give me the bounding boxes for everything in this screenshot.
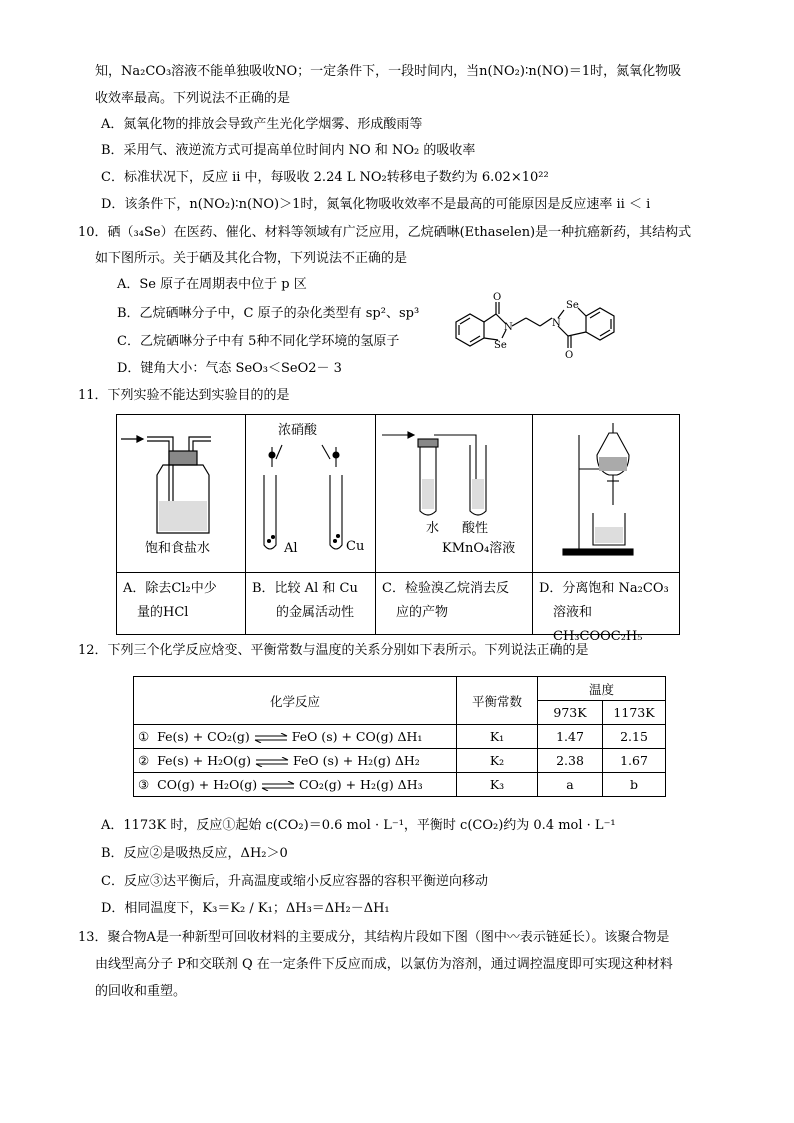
table-row <box>134 749 666 773</box>
q12-option-c: C．反应③达平衡后，升高温度或缩小反应容器的容积平衡逆向移动 <box>101 874 488 889</box>
q10-option-b: B．乙烷硒啉分子中，C 原子的杂化类型有 sp²、sp³ <box>117 306 420 321</box>
saturated-brine-label: 饱和食盐水 <box>145 541 211 556</box>
selenium-label: Se <box>494 340 507 351</box>
water-label: 水 <box>426 521 440 536</box>
kmno4-label: KMnO₄溶液 <box>442 541 516 556</box>
caption-a-line2: 量的HCl <box>137 605 189 620</box>
al-label: Al <box>284 541 298 556</box>
oxygen-label: O <box>565 350 574 361</box>
q9-option-c: C．标准状况下，反应 ii 中，每吸收 2.24 L NO₂转移电子数约为 6.02×10²² <box>101 170 549 185</box>
q12-stem: 12．下列三个化学反应焓变、平衡常数与温度的关系分别如下表所示。下列说法正确的是 <box>78 643 589 658</box>
q10-option-a: A．Se 原子在周期表中位于 p 区 <box>117 277 307 292</box>
equilibrium-table <box>133 676 666 797</box>
conc-nitric-acid-label: 浓硝酸 <box>278 423 318 438</box>
caption-c-line2: 应的产物 <box>396 605 449 620</box>
equilibrium-arrow-icon <box>261 781 295 791</box>
selenium-label: Se <box>566 300 579 311</box>
value-cell: b <box>603 773 666 797</box>
reaction-cell: ① Fe(s) + CO₂(g) FeO (s) + CO(g) ΔH₁ <box>134 725 457 749</box>
header-k: 平衡常数 <box>457 677 538 725</box>
value-cell: 2.15 <box>603 725 666 749</box>
caption-d <box>533 572 679 644</box>
q10-stem-line2: 如下图所示。关于硒及其化合物，下列说法不正确的是 <box>95 251 408 266</box>
q9-option-a: A．氮氧化物的排放会导致产生光化学烟雾、形成酸雨等 <box>101 117 423 132</box>
q11-stem: 11．下列实验不能达到实验目的的是 <box>78 388 290 403</box>
table-row <box>134 773 666 797</box>
k-cell: K₃ <box>457 773 538 797</box>
table-row <box>134 725 666 749</box>
header-973k: 973K <box>538 701 603 725</box>
reaction-cell: ③ CO(g) + H₂O(g) CO₂(g) + H₂(g) ΔH₃ <box>134 773 457 797</box>
caption-b <box>246 572 375 634</box>
caption-b-line2: 的金属活动性 <box>276 605 355 620</box>
caption-d-line2: 溶液和 CH₃COOC₂H₅ <box>553 605 643 644</box>
caption-b-line1: B．比较 Al 和 Cu <box>252 581 358 596</box>
caption-a-line1: A．除去Cl₂中少 <box>123 581 217 596</box>
header-1173k: 1173K <box>603 701 666 725</box>
caption-c <box>376 572 532 634</box>
value-cell: 1.47 <box>538 725 603 749</box>
caption-a <box>117 572 245 634</box>
separatory-funnel-icon <box>533 415 679 571</box>
nitrogen-label: N <box>552 318 561 329</box>
header-temperature: 温度 <box>538 677 666 701</box>
caption-c-line1: C．检验溴乙烷消去反 <box>382 581 509 596</box>
k-cell: K₂ <box>457 749 538 773</box>
cu-label: Cu <box>346 539 365 554</box>
q13-line1: 13．聚合物A是一种新型可回收材料的主要成分，其结构片段如下图（图中〰表示链延长）。该聚合物是 <box>78 930 670 945</box>
experiment-table <box>116 414 680 644</box>
header-reaction: 化学反应 <box>134 677 457 725</box>
q9-line1: 知，Na₂CO₃溶液不能单独吸收NO；一定条件下，一段时间内，当n(NO₂)∶n(NO)＝1时，氮氧化物吸 <box>95 64 682 79</box>
q9-line2: 收效率最高。下列说法不正确的是 <box>95 91 291 106</box>
value-cell: 2.38 <box>538 749 603 773</box>
experiment-cell-b <box>246 415 376 634</box>
q10-stem-line1: 10．硒（₃₄Se）在医药、催化、材料等领域有广泛应用，乙烷硒啉(Ethaselen)是一种抗癌新药，其结构式 <box>78 225 692 240</box>
q13-line3: 的回收和重塑。 <box>95 984 187 999</box>
reaction-cell: ② Fe(s) + H₂O(g) FeO (s) + H₂(g) ΔH₂ <box>134 749 457 773</box>
q10-option-d: D．键角大小：气态 SeO₃＜SeO2－ 3 <box>117 361 342 376</box>
equilibrium-arrow-icon <box>254 733 288 743</box>
value-cell: a <box>538 773 603 797</box>
q13-line2: 由线型高分子 P和交联剂 Q 在一定条件下反应而成，以氯仿为溶剂，通过调控温度即可实现这种材料 <box>95 957 673 972</box>
q12-option-b: B．反应②是吸热反应，ΔH₂＞0 <box>101 846 288 861</box>
value-cell: 1.67 <box>603 749 666 773</box>
ethaselen-structure <box>448 290 638 370</box>
oxygen-label: O <box>493 292 502 303</box>
caption-d-line1: D．分离饱和 Na₂CO₃ <box>539 581 669 596</box>
equilibrium-arrow-icon <box>255 757 289 767</box>
q9-option-b: B．采用气、液逆流方式可提高单位时间内 NO 和 NO₂ 的吸收率 <box>101 143 476 158</box>
nitrogen-label: N <box>504 322 513 333</box>
experiment-cell-a <box>117 415 246 634</box>
q12-option-d: D．相同温度下，K₃＝K₂ / K₁；ΔH₃＝ΔH₂－ΔH₁ <box>101 901 390 916</box>
experiment-cell-d <box>533 415 679 644</box>
k-cell: K₁ <box>457 725 538 749</box>
q12-option-a: A．1173K 时，反应①起始 c(CO₂)＝0.6 mol · L⁻¹，平衡时 c(CO₂)约为 0.4 mol · L⁻¹ <box>101 818 616 833</box>
experiment-cell-c <box>376 415 533 634</box>
q10-option-c: C．乙烷硒啉分子中有 5种不同化学环境的氢原子 <box>117 334 400 349</box>
q9-option-d: D．该条件下，n(NO₂)∶n(NO)＞1时，氮氧化物吸收效率不是最高的可能原因是反应速率 ii ＜ i <box>101 197 651 212</box>
acidic-label: 酸性 <box>462 521 489 536</box>
